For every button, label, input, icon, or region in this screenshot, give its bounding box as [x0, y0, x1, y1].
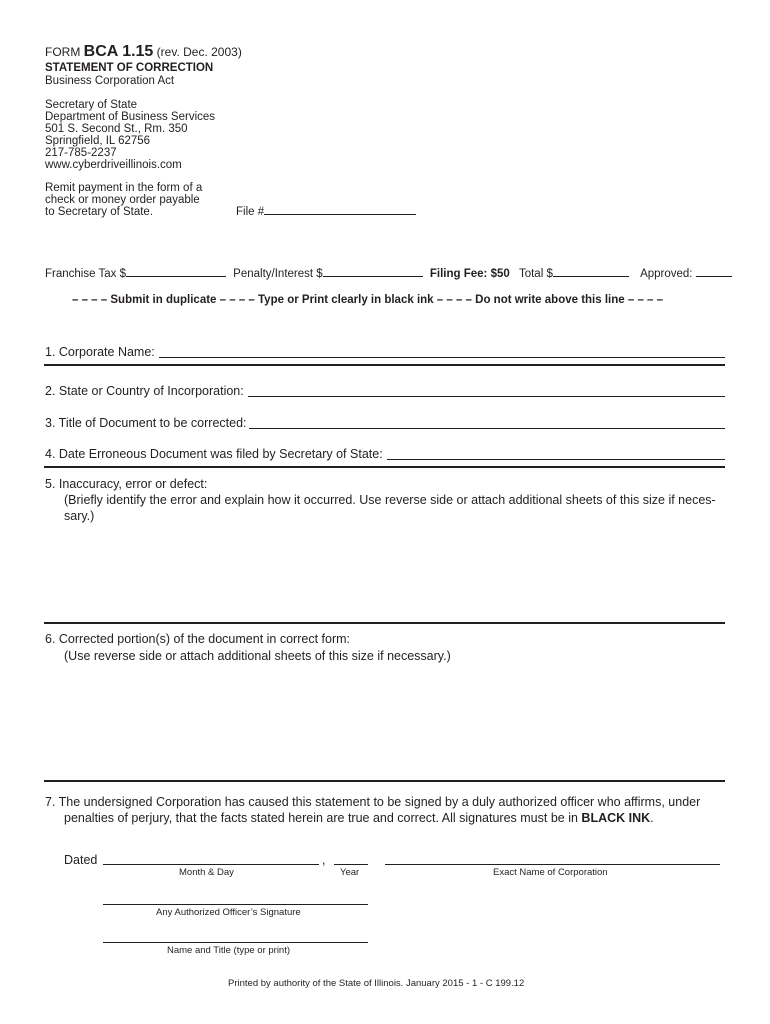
corporate-name-label: 1. Corporate Name:: [45, 345, 155, 359]
remit-line-2: check or money order payable: [45, 194, 200, 206]
name-title-blank[interactable]: [103, 942, 368, 943]
divider-1: [44, 364, 725, 366]
date-filed-field: [45, 447, 725, 461]
total-label: Total $: [518, 268, 553, 280]
month-day-blank[interactable]: [103, 864, 319, 865]
filing-fee-label: Filing Fee: $50: [429, 268, 510, 280]
date-comma: ,: [322, 853, 326, 867]
instruction-donotwrite: Do not write above this line: [475, 294, 625, 306]
file-number-field[interactable]: [236, 206, 416, 218]
inaccuracy-note-1: (Briefly identify the error and explain how it occurred. Use reverse side or attach additional sheets of this size if neces-: [64, 493, 716, 507]
dash-3: – – – –: [436, 294, 472, 306]
dash-1: – – – –: [72, 294, 108, 306]
corrected-title: 6. Corrected portion(s) of the document in correct form:: [45, 632, 350, 646]
footer-note: Printed by authority of the State of Illinois. January 2015 - 1 - C 199.12: [228, 978, 525, 989]
inaccuracy-title: 5. Inaccuracy, error or defect:: [45, 477, 208, 491]
instruction-type: Type or Print clearly in black ink: [258, 294, 434, 306]
corrected-note: (Use reverse side or attach additional sheets of this size if necessary.): [64, 649, 451, 663]
address-website: www.cyberdriveillinois.com: [45, 159, 182, 171]
file-number-blank[interactable]: [264, 214, 416, 215]
form-prefix: FORM: [45, 45, 81, 59]
affirmation-text: penalties of perjury, that the facts stated herein are true and correct. All signatures must be in: [64, 811, 582, 825]
year-caption: Year: [340, 867, 360, 878]
incorporation-field: [45, 384, 725, 398]
dated-label: Dated: [64, 853, 98, 867]
total-blank[interactable]: [553, 276, 629, 277]
divider-3: [44, 622, 725, 624]
fee-row: [45, 268, 732, 280]
remit-line-1: Remit payment in the form of a: [45, 182, 203, 194]
name-title-caption: Name and Title (type or print): [167, 945, 291, 956]
document-title-label: 3. Title of Document to be corrected:: [45, 416, 247, 430]
form-revision: (rev. Dec. 2003): [156, 45, 242, 59]
address-line-4: Springfield, IL 62756: [45, 135, 151, 147]
form-heading: [45, 43, 242, 61]
date-filed-label: 4. Date Erroneous Document was filed by Secretary of State:: [45, 447, 383, 461]
inaccuracy-note-2: sary.): [64, 509, 95, 523]
document-title-field: [45, 416, 725, 430]
approved-blank[interactable]: [696, 276, 732, 277]
franchise-tax-blank[interactable]: [126, 276, 226, 277]
corporation-name-caption: Exact Name of Corporation: [493, 867, 608, 878]
approved-label: Approved:: [640, 268, 693, 280]
dash-2: – – – –: [219, 294, 255, 306]
officer-signature-caption: Any Authorized Officer’s Signature: [156, 907, 301, 918]
affirmation-period: .: [650, 811, 654, 825]
penalty-blank[interactable]: [323, 276, 423, 277]
address-phone: 217-785-2237: [45, 147, 117, 159]
incorporation-label: 2. State or Country of Incorporation:: [45, 384, 244, 398]
dash-4: – – – –: [627, 294, 664, 306]
address-line-2: Department of Business Services: [45, 111, 216, 123]
franchise-tax-label: Franchise Tax $: [45, 268, 126, 280]
divider-2: [44, 466, 725, 468]
form-title: STATEMENT OF CORRECTION: [45, 62, 214, 74]
black-ink-emphasis: BLACK INK: [581, 811, 651, 825]
divider-4: [44, 780, 725, 782]
corrected-entry-area[interactable]: [45, 670, 725, 775]
month-day-caption: Month & Day: [179, 867, 234, 878]
instructions-row: [72, 294, 663, 306]
corporate-name-field: [45, 345, 725, 359]
instruction-submit: Submit in duplicate: [110, 294, 217, 306]
affirmation-line-1: 7. The undersigned Corporation has caused this statement to be signed by a duly authorized officer who affirms, under: [45, 795, 701, 809]
inaccuracy-entry-area[interactable]: [45, 528, 725, 618]
address-line-1: Secretary of State: [45, 99, 138, 111]
file-number-label: File #: [236, 206, 265, 218]
officer-signature-blank[interactable]: [103, 904, 368, 905]
affirmation-line-2: [64, 811, 654, 825]
corporation-name-blank[interactable]: [385, 864, 720, 865]
document-title-blank[interactable]: [249, 416, 726, 429]
remit-line-3: to Secretary of State.: [45, 206, 154, 218]
form-act: Business Corporation Act: [45, 75, 175, 87]
incorporation-blank[interactable]: [248, 384, 725, 397]
form-number: BCA 1.15: [83, 43, 154, 60]
date-filed-blank[interactable]: [387, 447, 725, 460]
corporate-name-blank[interactable]: [159, 345, 725, 358]
penalty-label: Penalty/Interest $: [233, 268, 323, 280]
address-line-3: 501 S. Second St., Rm. 350: [45, 123, 188, 135]
year-blank[interactable]: [334, 864, 368, 865]
